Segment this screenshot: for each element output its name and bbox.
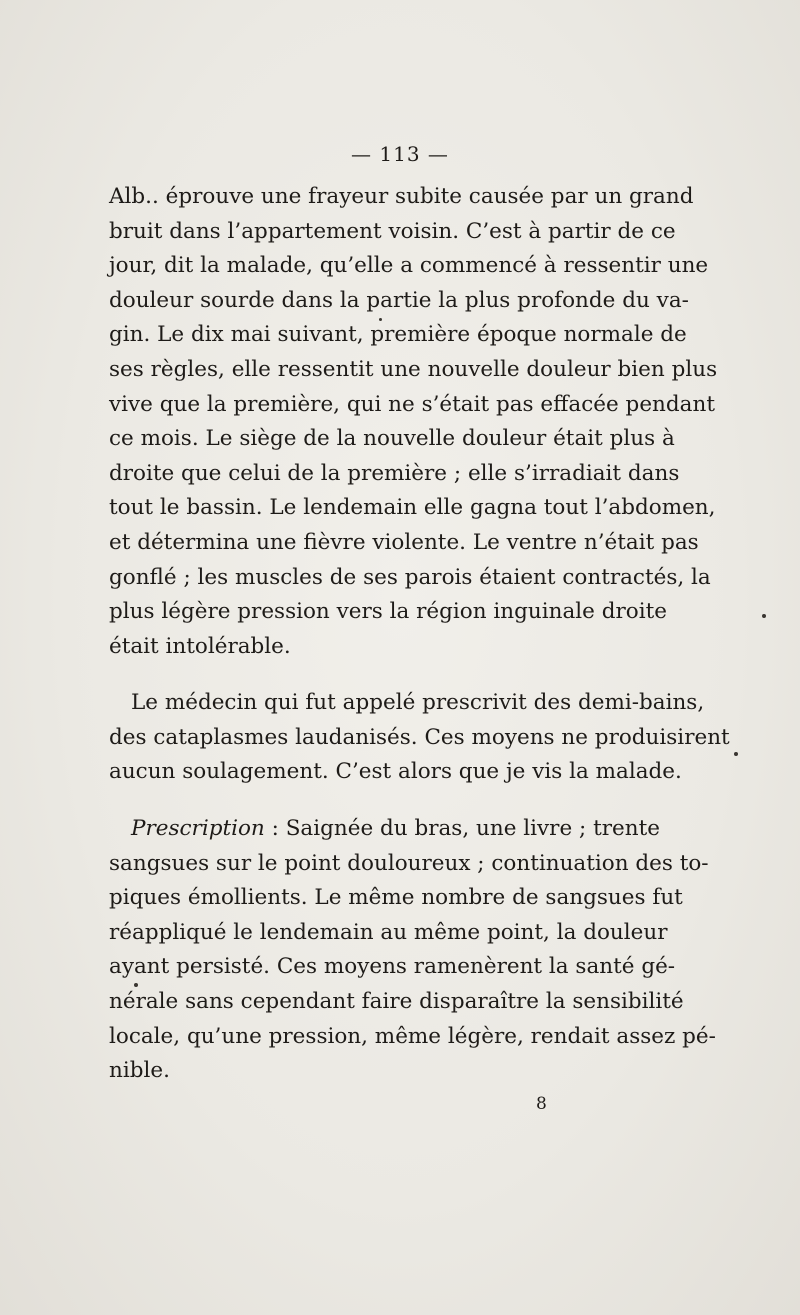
signature-mark: 8 — [536, 1094, 547, 1114]
text-line: réappliqué le lendemain au même point, la douleur — [109, 919, 668, 945]
ink-speck — [734, 752, 738, 756]
text-line: bruit dans l’appartement voisin. C’est à partir de ce — [109, 218, 676, 244]
text-line: vive que la première, qui ne s’était pas effacée pendant — [109, 391, 715, 417]
text-line-prescription — [109, 812, 660, 847]
paragraph-case-history — [109, 180, 718, 664]
paragraph-prescription — [109, 812, 716, 1089]
ink-speck — [134, 983, 138, 987]
page-number: — 113 — — [351, 142, 449, 166]
prescription-text: : Saignée du bras, une livre ; trente — [264, 816, 660, 841]
text-line: des cataplasmes laudanisés. Ces moyens ne produisirent — [109, 724, 730, 750]
text-line: aucun soulagement. C’est alors que je vis la malade. — [109, 759, 682, 785]
ink-speck — [379, 318, 382, 321]
text-line: nérale sans cependant faire disparaître la sensibilité — [109, 988, 684, 1014]
text-line: jour, dit la malade, qu’elle a commencé à ressentir une — [109, 253, 709, 279]
text-line: plus légère pression vers la région inguinale droite — [109, 599, 667, 625]
text-line: droite que celui de la première ; elle s’irradiait dans — [109, 460, 680, 486]
prescription-heading: Prescription — [131, 816, 265, 841]
text-line: locale, qu’une pression, même légère, rendait assez pé- — [109, 1023, 716, 1049]
text-line: ce mois. Le siège de la nouvelle douleur était plus à — [109, 426, 675, 452]
text-line: douleur sourde dans la partie la plus profonde du va- — [109, 287, 689, 313]
text-line: était intolérable. — [109, 633, 291, 659]
ink-speck — [762, 614, 766, 618]
text-line: et détermina une fièvre violente. Le ventre n’était pas — [109, 529, 699, 555]
text-line: Alb.. éprouve une frayeur subite causée par un grand — [109, 184, 694, 209]
text-line: sangsues sur le point douloureux ; continuation des to- — [109, 850, 709, 876]
text-line: Le médecin qui fut appelé prescrivit des demi-bains, — [131, 690, 705, 715]
text-line: gin. Le dix mai suivant, première époque normale de — [109, 322, 687, 348]
text-line: nible. — [109, 1058, 170, 1084]
text-line: ses règles, elle ressentit une nouvelle douleur bien plus — [109, 356, 718, 382]
text-line: ayant persisté. Ces moyens ramenèrent la santé gé- — [109, 954, 676, 980]
text-line: tout le bassin. Le lendemain elle gagna tout l’abdomen, — [109, 495, 716, 521]
paragraph-first-treatment — [109, 686, 730, 790]
text-line: piques émollients. Le même nombre de sangsues fut — [109, 885, 683, 911]
text-line: gonflé ; les muscles de ses parois étaient contractés, la — [109, 564, 711, 590]
